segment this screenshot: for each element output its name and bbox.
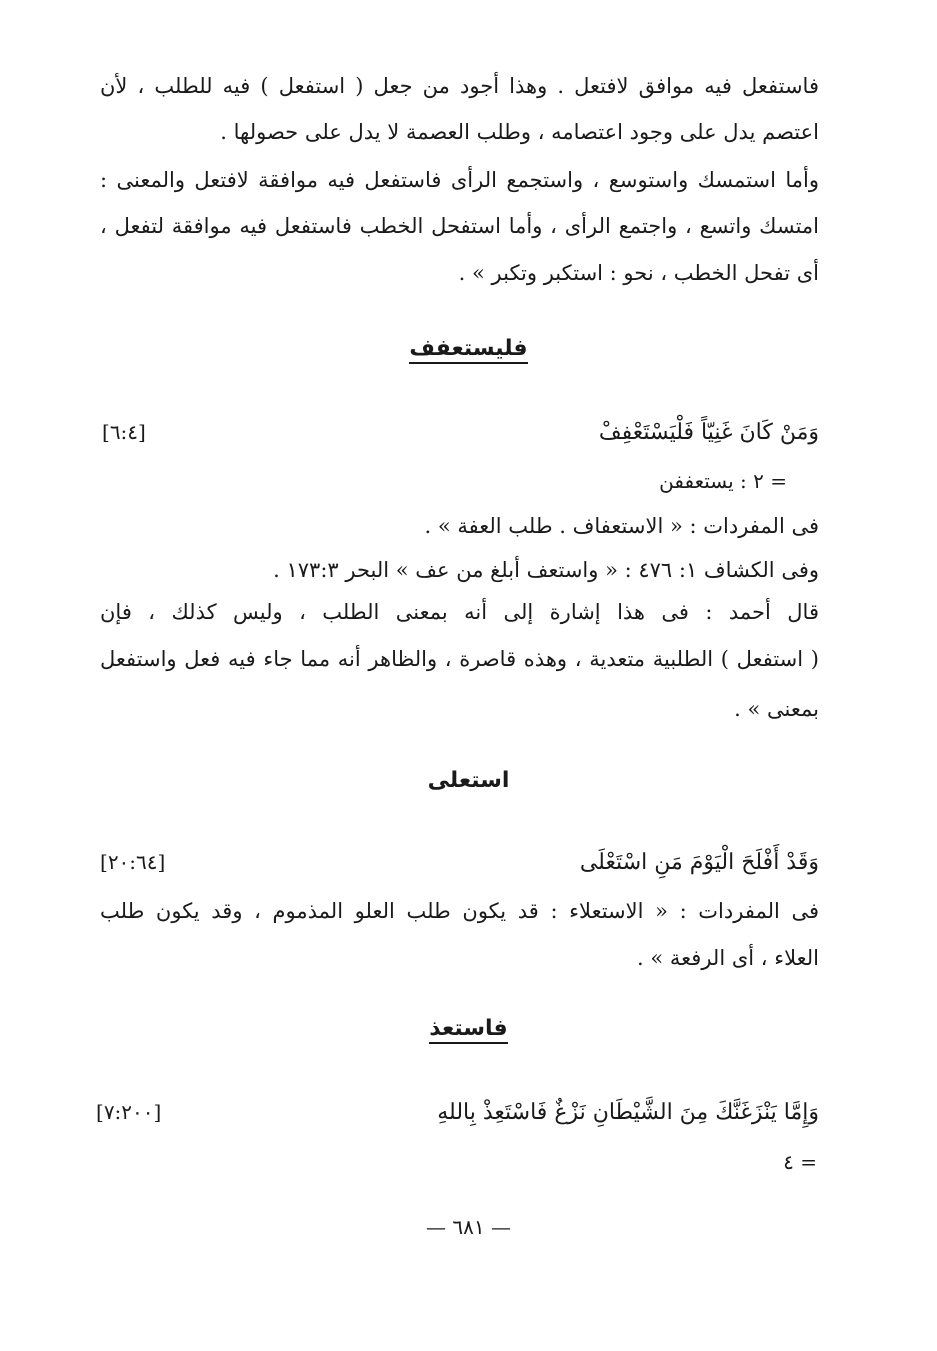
section1-line-4: ( استفعل ) الطلبية متعدية ، وهذه قاصرة ، والظاهر أنه مما جاء فيه فعل واستفعل <box>100 647 819 671</box>
page-number: — ٦٨١ — <box>426 1215 511 1239</box>
intro-line-4: امتسك واتسع ، واجتمع الرأى ، وأما استفحل الخطب فاستفعل فيه موافقة لتفعل ، <box>100 214 819 238</box>
section-heading-text: استعلى <box>427 768 510 793</box>
intro-line-1: فاستفعل فيه موافق لافتعل . وهذا أجود من جعل ( استفعل ) فيه للطلب ، لأن <box>100 74 819 98</box>
section1-line-1: فى المفردات : « الاستعفاف . طلب العفة » . <box>424 514 819 538</box>
section2-line-2: العلاء ، أى الرفعة » . <box>637 946 819 970</box>
section-heading-text: فليستعفف <box>409 336 527 364</box>
section1-line-5: بمعنى » . <box>734 697 819 721</box>
section1-line-2: وفى الكشاف ١: ٤٧٦ : « واستعف أبلغ من عف » البحر ١٧٣:٣ . <box>273 558 819 582</box>
intro-line-2: اعتصم يدل على وجود اعتصامه ، وطلب العصمة لا يدل على حصولها . <box>220 120 819 144</box>
section-heading-text: فاستعذ <box>429 1016 507 1044</box>
intro-line-3: وأما استمسك واستوسع ، واستجمع الرأى فاستفعل فيه موافقة لافتعل والمعنى : <box>100 168 819 192</box>
intro-line-5: أى تفحل الخطب ، نحو : استكبر وتكبر » . <box>458 261 819 285</box>
section-heading-istafaf <box>0 336 937 361</box>
verse-reference: [٧:٢٠٠] <box>96 1100 162 1124</box>
verse-reference: [٦:٤] <box>102 420 146 444</box>
quran-verse: وَقَدْ أَفْلَحَ الْيَوْمَ مَنِ اسْتَعْلَى <box>579 850 819 875</box>
section-heading-istaidh <box>0 1016 937 1041</box>
quran-verse: وَمَنْ كَانَ غَنِيّاً فَلْيَسْتَعْفِفْ <box>598 420 819 445</box>
section2-line-1: فى المفردات : « الاستعلاء : قد يكون طلب العلو المذموم ، وقد يكون طلب <box>100 899 819 923</box>
section1-line-3: قال أحمد : فى هذا إشارة إلى أنه بمعنى الطلب ، وليس كذلك ، فإن <box>100 600 819 624</box>
occurrence-count: = ٤ <box>783 1150 817 1174</box>
verse-reference: [٢٠:٦٤] <box>100 850 166 874</box>
occurrence-count: = ٢ : يستعففن <box>659 469 787 493</box>
quran-verse: وَإِمَّا يَنْزَغَنَّكَ مِنَ الشَّيْطَانِ نَزْغٌ فَاسْتَعِذْ بِاللهِ <box>437 1100 819 1125</box>
section-heading-istala <box>0 768 937 793</box>
